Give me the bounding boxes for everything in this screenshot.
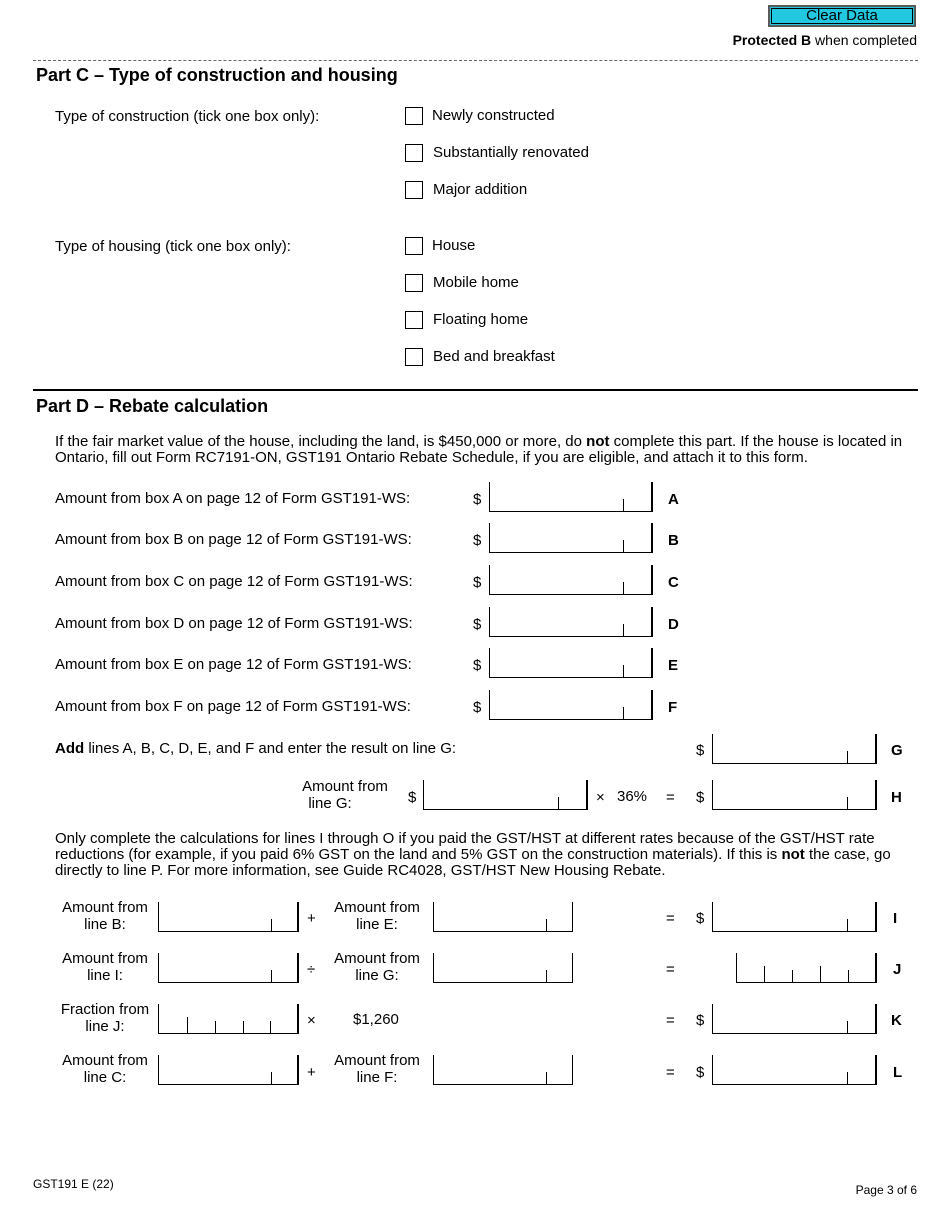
currency-symbol: $ <box>696 1064 705 1081</box>
line-letter: C <box>668 574 679 591</box>
amount-from-label: Amount from line I: <box>62 950 148 984</box>
form-id: GST191 E (22) <box>33 1177 114 1191</box>
line-letter: F <box>668 699 678 716</box>
checkbox-floating-home[interactable] <box>405 311 423 329</box>
currency-symbol: $ <box>473 532 482 549</box>
line-f-field[interactable] <box>489 690 653 720</box>
box-line-label: Amount from box E on page 12 of Form GST191-WS: <box>55 656 412 673</box>
part-d-title: Part D – Rebate calculation <box>36 396 269 416</box>
amount-from-label: Amount from line F: <box>334 1052 420 1086</box>
amount-from-label: Amount from line C: <box>62 1052 148 1086</box>
equals-sign: = <box>666 1012 675 1029</box>
line-letter: J <box>893 961 902 978</box>
option-label: Major addition <box>433 181 528 198</box>
checkbox-mobile-home[interactable] <box>405 274 423 292</box>
line-i-field[interactable] <box>712 902 877 932</box>
currency-symbol: $ <box>473 574 482 591</box>
equals-sign: = <box>666 1064 675 1081</box>
line-letter: K <box>891 1012 902 1029</box>
line-letter: H <box>891 789 902 806</box>
part-d-intro: If the fair market value of the house, including the land, is $450,000 or more, do not complete this part. If the house is located in Ontario, fill out Form RC7191-ON, GST191 Ontario Rebate Schedule, if you are eligible, and attach it to this form. <box>55 433 903 466</box>
line-letter: L <box>893 1064 903 1081</box>
box-line-label: Amount from box D on page 12 of Form GST191-WS: <box>55 615 413 632</box>
divide-operator: ÷ <box>307 961 316 978</box>
line-letter: E <box>668 657 679 674</box>
box-line-label: Amount from box C on page 12 of Form GST191-WS: <box>55 573 413 590</box>
currency-symbol: $ <box>696 789 705 806</box>
line-letter: G <box>891 742 903 759</box>
option-label: Newly constructed <box>432 107 555 124</box>
multiply-operator: × <box>307 1012 316 1029</box>
equals-sign: = <box>666 910 675 927</box>
line-i-right-field[interactable] <box>433 902 573 932</box>
currency-symbol: $ <box>696 742 705 759</box>
plus-operator: + <box>307 910 316 927</box>
line-letter: D <box>668 616 679 633</box>
currency-symbol: $ <box>473 699 482 716</box>
checkbox-substantially-renovated[interactable] <box>405 144 423 162</box>
protected-notice: Protected B when completed <box>732 32 917 48</box>
checkbox-bed-and-breakfast[interactable] <box>405 348 423 366</box>
line-h-amount-field[interactable] <box>423 780 588 810</box>
amount-from-label: Amount from line E: <box>334 899 420 933</box>
line-k-field[interactable] <box>712 1004 877 1034</box>
plus-operator: + <box>307 1064 316 1081</box>
amount-from-label: Amount from line G: <box>334 950 420 984</box>
fraction-from-label: Fraction from line J: <box>60 1001 150 1035</box>
page-number: Page 3 of 6 <box>855 1183 917 1197</box>
line-a-field[interactable] <box>489 482 653 512</box>
equals-sign: = <box>666 961 675 978</box>
amount-from-label: Amount from line G: <box>302 778 388 812</box>
checkbox-major-addition[interactable] <box>405 181 423 199</box>
header-divider <box>33 60 918 61</box>
amount-from-label: Amount from line B: <box>62 899 148 933</box>
option-label: Floating home <box>433 311 529 328</box>
box-line-label: Amount from box B on page 12 of Form GST191-WS: <box>55 531 412 548</box>
part-c-title: Part C – Type of construction and housing <box>36 65 398 85</box>
checkbox-newly-constructed[interactable] <box>405 107 423 125</box>
option-label: Mobile home <box>433 274 519 291</box>
multiply-operator: × <box>596 789 605 806</box>
construction-type-label: Type of construction (tick one box only): <box>55 108 320 125</box>
option-label: Substantially renovated <box>433 144 589 161</box>
option-label: House <box>432 237 476 254</box>
clear-data-button[interactable]: Clear Data <box>768 5 916 27</box>
line-l-right-field[interactable] <box>433 1055 573 1085</box>
line-j-right-field[interactable] <box>433 953 573 983</box>
box-line-label: Amount from box F on page 12 of Form GST191-WS: <box>55 698 411 715</box>
currency-symbol: $ <box>408 789 417 806</box>
option-label: Bed and breakfast <box>433 348 555 365</box>
line-h-field[interactable] <box>712 780 877 810</box>
line-k-fraction-field[interactable] <box>158 1004 299 1034</box>
currency-symbol: $ <box>473 491 482 508</box>
currency-symbol: $ <box>696 1012 705 1029</box>
line-b-field[interactable] <box>489 523 653 553</box>
line-letter: B <box>668 532 679 549</box>
line-l-field[interactable] <box>712 1055 877 1085</box>
rate-reduction-note: Only complete the calculations for lines I through O if you paid the GST/HST at different rates because of the GST/HST rate reductions (for example, if you paid 6% GST on the land and 5% GST on the construction materials). If this is not the case, go directly to line P. For more information, see Guide RC4028, GST/HST New Housing Rebate. <box>55 830 891 879</box>
line-d-field[interactable] <box>489 607 653 637</box>
line-i-left-field[interactable] <box>158 902 299 932</box>
line-g-field[interactable] <box>712 734 877 764</box>
line-l-left-field[interactable] <box>158 1055 299 1085</box>
section-divider <box>33 389 918 391</box>
add-instruction: Add lines A, B, C, D, E, and F and enter the result on line G: <box>55 740 457 757</box>
currency-symbol: $ <box>473 657 482 674</box>
currency-symbol: $ <box>473 616 482 633</box>
currency-symbol: $ <box>696 910 705 927</box>
line-j-field[interactable] <box>736 953 877 983</box>
line-e-field[interactable] <box>489 648 653 678</box>
line-j-left-field[interactable] <box>158 953 299 983</box>
line-letter: I <box>893 910 898 927</box>
equals-sign: = <box>666 789 675 806</box>
line-c-field[interactable] <box>489 565 653 595</box>
line-letter: A <box>668 491 679 508</box>
constant-amount: $1,260 <box>353 1011 399 1028</box>
rate-value: 36% <box>617 788 648 805</box>
box-line-label: Amount from box A on page 12 of Form GST191-WS: <box>55 490 411 507</box>
housing-type-label: Type of housing (tick one box only): <box>55 238 291 255</box>
checkbox-house[interactable] <box>405 237 423 255</box>
